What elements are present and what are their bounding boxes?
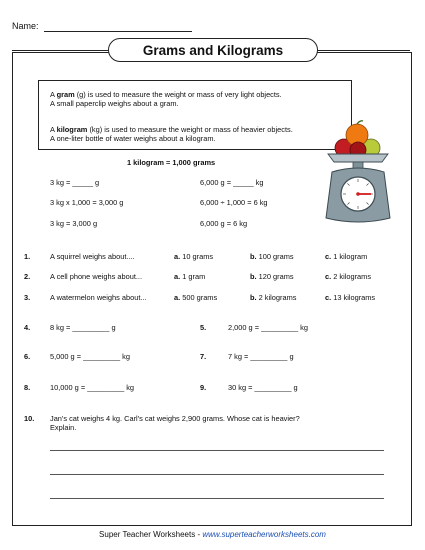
option-text: 120 grams	[258, 272, 294, 281]
footer-link[interactable]: www.superteacherworksheets.com	[202, 530, 326, 539]
intro-gram-example: A small paperclip weighs about a gram.	[50, 99, 179, 108]
option-c[interactable]	[325, 252, 367, 261]
option-a[interactable]	[174, 293, 217, 302]
question-number: 6.	[24, 352, 31, 361]
option-letter: a.	[174, 252, 181, 261]
option-letter: c.	[325, 252, 332, 261]
option-text: 1 kilogram	[333, 252, 368, 261]
answer-line-3[interactable]	[50, 498, 384, 499]
conversion-7[interactable]: 7 kg = _________ g	[228, 352, 294, 361]
title-rule-right	[316, 50, 410, 51]
conversion-6[interactable]: 5,000 g = _________ kg	[50, 352, 130, 361]
footer	[0, 530, 425, 539]
question-text: A squirrel weighs about....	[50, 252, 135, 261]
intro-text: (g) is used to measure the weight or mass of very light objects.	[74, 90, 282, 99]
question-text: A watermelon weighs about...	[50, 293, 147, 302]
key-fact: 1 kilogram = 1,000 grams	[127, 158, 216, 167]
option-letter: b.	[250, 252, 257, 261]
question-10-explain: Explain.	[50, 423, 77, 432]
question-number: 9.	[200, 383, 207, 392]
intro-text: A	[50, 125, 57, 134]
question-number: 4.	[24, 323, 31, 332]
question-10-text: Jan's cat weighs 4 kg. Carl's cat weighs 2,900 grams. Whose cat is heavier?	[50, 414, 300, 423]
question-number: 5.	[200, 323, 207, 332]
option-a[interactable]	[174, 252, 213, 261]
option-text: 1 gram	[182, 272, 206, 281]
intro-text: A	[50, 90, 57, 99]
intro-text: (kg) is used to measure the weight or mass of heavier objects.	[87, 125, 293, 134]
name-line[interactable]	[44, 31, 192, 32]
intro-kilogram-example: A one-liter bottle of water weighs about a kilogram.	[50, 134, 216, 143]
intro-term-kilogram: kilogram	[56, 125, 88, 134]
option-c[interactable]	[325, 272, 371, 281]
option-letter: a.	[174, 272, 181, 281]
option-text: 13 kilograms	[333, 293, 376, 302]
option-text: 500 grams	[182, 293, 218, 302]
answer-line-1[interactable]	[50, 450, 384, 451]
option-b[interactable]	[250, 272, 294, 281]
option-text: 10 grams	[182, 252, 214, 261]
option-letter: b.	[250, 272, 257, 281]
conversion-9[interactable]: 30 kg = _________ g	[228, 383, 298, 392]
question-number: 10.	[24, 414, 35, 423]
page-title: Grams and Kilograms	[108, 38, 318, 62]
conversion-5[interactable]: 2,000 g = _________ kg	[228, 323, 308, 332]
kitchen-scale-icon	[320, 118, 396, 226]
question-number: 3.	[24, 293, 31, 302]
intro-kilogram-definition	[50, 125, 293, 134]
conversion-8[interactable]: 10,000 g = _________ kg	[50, 383, 135, 392]
example-right-1: 6,000 g = _____ kg	[200, 178, 264, 187]
option-letter: a.	[174, 293, 181, 302]
example-right-3: 6,000 g = 6 kg	[200, 219, 248, 228]
question-number: 8.	[24, 383, 31, 392]
question-number: 7.	[200, 352, 207, 361]
title-rule-left	[12, 50, 108, 51]
question-number: 2.	[24, 272, 31, 281]
option-letter: c.	[325, 272, 332, 281]
option-letter: c.	[325, 293, 332, 302]
option-text: 100 grams	[258, 252, 294, 261]
example-left-1: 3 kg = _____ g	[50, 178, 100, 187]
question-text: A cell phone weighs about...	[50, 272, 143, 281]
option-a[interactable]	[174, 272, 205, 281]
conversion-4[interactable]: 8 kg = _________ g	[50, 323, 116, 332]
example-left-3: 3 kg = 3,000 g	[50, 219, 98, 228]
option-text: 2 kilograms	[333, 272, 372, 281]
example-right-2: 6,000 ÷ 1,000 = 6 kg	[200, 198, 268, 207]
name-label: Name:	[12, 21, 39, 31]
option-b[interactable]	[250, 252, 294, 261]
intro-gram-definition	[50, 90, 282, 99]
option-letter: b.	[250, 293, 257, 302]
footer-prefix: Super Teacher Worksheets -	[99, 530, 203, 539]
answer-line-2[interactable]	[50, 474, 384, 475]
option-b[interactable]	[250, 293, 296, 302]
intro-term-gram: gram	[56, 90, 75, 99]
example-left-2: 3 kg x 1,000 = 3,000 g	[50, 198, 124, 207]
question-number: 1.	[24, 252, 31, 261]
option-text: 2 kilograms	[258, 293, 297, 302]
option-c[interactable]	[325, 293, 375, 302]
